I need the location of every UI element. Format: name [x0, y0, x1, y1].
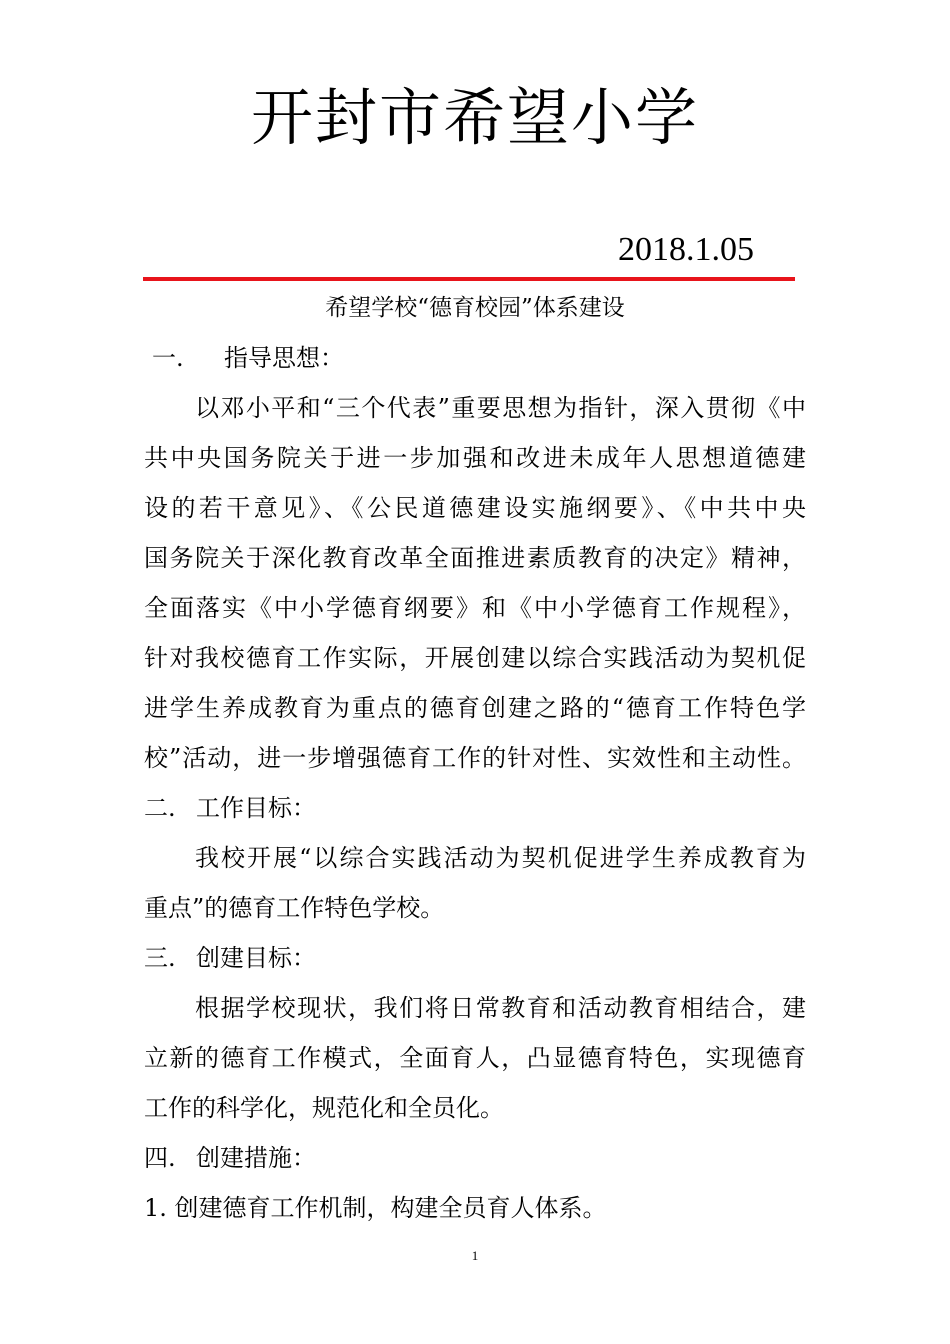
section-heading-1: [152, 340, 344, 376]
paragraph-line: 以邓小平和“三个代表”重要思想为指针，深入贯彻《中: [195, 394, 806, 422]
section-heading-4: [144, 1140, 316, 1176]
section-number: 二.: [144, 794, 176, 822]
paragraph-line: 全面落实《中小学德育纲要》和《中小学德育工作规程》，: [144, 594, 806, 622]
list-item: 1. 创建德育工作机制，构建全员育人体系。: [144, 1194, 607, 1222]
paragraph-line: 工作的科学化，规范化和全员化。: [144, 1094, 504, 1122]
section-title: 创建目标：: [196, 944, 316, 972]
paragraph-line: 设的若干意见》、《公民道德建设实施纲要》、《中共中央: [144, 494, 806, 522]
paragraph-line: 我校开展“以综合实践活动为契机促进学生养成教育为: [195, 844, 806, 872]
paragraph-line: 根据学校现状，我们将日常教育和活动教育相结合，建: [195, 994, 806, 1022]
section-title: 指导思想：: [224, 344, 344, 372]
section-heading-2: [144, 790, 316, 826]
red-divider-line: [143, 277, 795, 281]
section-title: 工作目标：: [196, 794, 316, 822]
paragraph-line: 共中央国务院关于进一步加强和改进未成年人思想道德建: [144, 444, 806, 472]
paragraph-line: 国务院关于深化教育改革全面推进素质教育的决定》精神，: [144, 544, 806, 572]
paragraph-line: 校”活动，进一步增强德育工作的针对性、实效性和主动性。: [144, 744, 806, 772]
section-heading-3: [144, 940, 316, 976]
section-number: 三.: [144, 944, 176, 972]
page-number: 1: [471, 1248, 479, 1263]
paragraph-line: 立新的德育工作模式，全面育人，凸显德育特色，实现德育: [144, 1044, 806, 1072]
paragraph-line: 针对我校德育工作实际，开展创建以综合实践活动为契机促: [144, 644, 806, 672]
section-number: 一.: [152, 344, 184, 372]
section-title: 创建措施：: [196, 1144, 316, 1172]
paragraph-line: 进学生养成教育为重点的德育创建之路的“德育工作特色学: [144, 694, 806, 722]
document-date: 2018.1.05: [618, 231, 754, 268]
paragraph-line: 重点”的德育工作特色学校。: [144, 894, 445, 922]
section-number: 四.: [144, 1144, 176, 1172]
document-heading: 希望学校“德育校园”体系建设: [325, 295, 625, 321]
school-name-title: 开封市希望小学: [250, 81, 699, 154]
